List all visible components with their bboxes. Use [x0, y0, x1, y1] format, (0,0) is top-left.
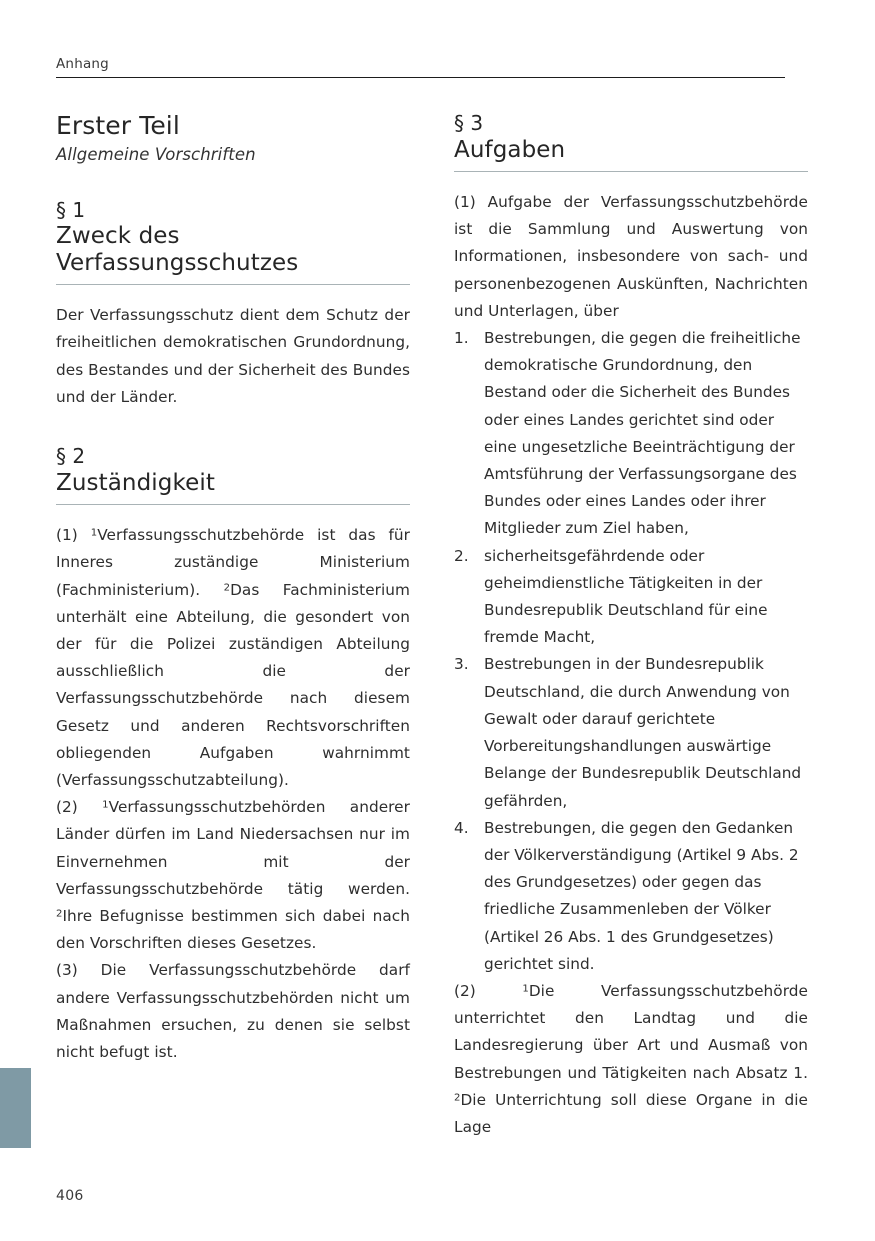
section-rule	[56, 504, 410, 505]
list-item	[454, 651, 808, 814]
paragraph: (1) $^1$Verfassungsschutzbehörde ist das für Inneres zuständige Ministerium (Fachministerium). $^2$Das Fachministerium unterhält eine Abteilung, die gesondert von der für die Polizei zuständigen Abteilung ausschließlich die der Verfassungsschutzbehörde nach diesem Gesetz und anderen Rechtsvorschriften obliegenden Aufgaben wahrnimmt (Verfassungsschutzabteilung).	[56, 526, 411, 789]
paragraph: (1) Aufgabe der Verfassungsschutzbehörde ist die Sammlung und Auswertung von Informationen, insbesondere von sach- und personenbezogenen Auskünften, Nachrichten und Unterlagen, über	[454, 193, 808, 320]
list-item-text: sicherheitsgefährdende oder geheimdienstliche Tätigkeiten in der Bundesrepublik Deutschland für eine fremde Macht,	[484, 546, 768, 647]
section-title: Aufgaben	[454, 136, 566, 163]
section-title: Zuständigkeit	[56, 469, 215, 496]
section-body	[56, 302, 410, 411]
section-number: § 2	[56, 444, 86, 469]
list-item-marker: 2.	[454, 546, 469, 565]
section-number: § 1	[56, 197, 86, 222]
section-title: Zweck des Verfassungsschutzes	[56, 223, 299, 276]
list-item	[454, 815, 808, 978]
section-rule	[56, 284, 410, 285]
paragraph: Der Verfassungsschutz dient dem Schutz der freiheitlichen demokratischen Grundordnung, des Bestandes und der Sicherheit des Bundes und der Länder.	[56, 306, 410, 406]
thumb-index-tab	[0, 1068, 31, 1148]
section-rule	[454, 171, 808, 172]
paragraph: (2) $^1$Die Verfassungsschutzbehörde unterrichtet den Landtag und die Landesregierung über Art und Ausmaß von Bestrebungen und Tätigkeiten nach Absatz 1. $^2$Die Unterrichtung soll diese Organe in die Lage	[454, 981, 809, 1136]
list-item-text: Bestrebungen, die gegen die freiheitliche demokratische Grundordnung, den Bestand oder die Sicherheit des Bundes oder eines Landes gerichtet sind oder eine ungesetzliche Beeinträchtigung der Amtsführung der Verfassungsorgane des Bundes oder eines Landes oder ihrer Mitglieder zum Ziel haben,	[484, 329, 801, 538]
section-body	[56, 522, 410, 1066]
running-header	[56, 56, 785, 78]
list-item	[454, 325, 808, 543]
list-item-marker: 4.	[454, 818, 469, 837]
running-header-rule	[56, 77, 785, 78]
right-column	[454, 112, 808, 1141]
list-item	[454, 543, 808, 652]
running-header-title: Anhang	[56, 56, 109, 72]
numbered-list	[454, 325, 808, 978]
section-number: § 3	[454, 111, 484, 135]
list-item-marker: 1.	[454, 329, 469, 348]
section-paragraph-1	[56, 199, 410, 411]
page-number: 406	[56, 1188, 84, 1204]
list-item-text: Bestrebungen, die gegen den Gedanken der Völkerverständigung (Artikel 9 Abs. 2 des Grundgesetzes) oder gegen das friedliche Zusammenleben der Völker (Artikel 26 Abs. 1 des Grundgesetzes) gerichtet sind.	[484, 818, 799, 973]
part-heading	[56, 112, 410, 165]
section-paragraph-3	[454, 112, 808, 1141]
list-item-marker: 3.	[454, 655, 469, 674]
part-title: Erster Teil	[56, 111, 180, 140]
paragraph: (3) Die Verfassungsschutzbehörde darf andere Verfassungsschutzbehörden nicht um Maßnahmen ersuchen, zu denen sie selbst nicht befugt ist.	[56, 961, 410, 1061]
section-body	[454, 189, 808, 1141]
two-column-layout	[56, 111, 809, 1141]
section-paragraph-2	[56, 445, 410, 1066]
list-item-text: Bestrebungen in der Bundesrepublik Deutschland, die durch Anwendung von Gewalt oder darauf gerichtete Vorbereitungshandlungen auswärtige Belange der Bundesrepublik Deutschland gefährden,	[484, 655, 802, 810]
left-column	[56, 112, 410, 1141]
part-subtitle: Allgemeine Vorschriften	[56, 145, 256, 164]
paragraph: (2) $^1$Verfassungsschutzbehörden anderer Länder dürfen im Land Niedersachsen nur im Einvernehmen mit der Verfassungsschutzbehörde tätig werden. $^2$Ihre Befugnisse bestimmen sich dabei nach den Vorschriften dieses Gesetzes.	[56, 798, 410, 953]
